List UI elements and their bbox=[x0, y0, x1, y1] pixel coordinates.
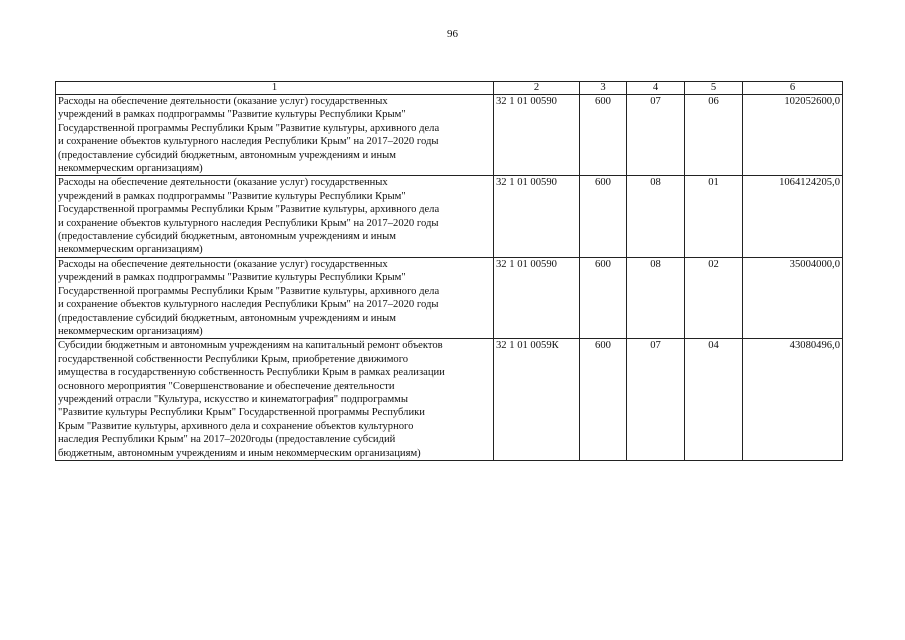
table-header-row bbox=[56, 82, 843, 95]
row-target-code: 32 1 01 00590 bbox=[494, 176, 580, 257]
row-amount: 102052600,0 bbox=[743, 95, 843, 176]
row-description: Расходы на обеспечение деятельности (оказание услуг) государственных учреждений в рамках подпрограммы "Развитие культуры Республики Крым" Государственной программы Республики Крым "Развитие культуры, архивного дела и сохранение объектов культурного наследия Республики Крым" на 2017–2020 годы (предоставление субсидий бюджетным, автономным учреждениям и иным некоммерческим организациям) bbox=[56, 95, 494, 176]
column-header-amount: 6 bbox=[743, 82, 843, 95]
column-header-section: 4 bbox=[627, 82, 685, 95]
row-target-code: 32 1 01 00590 bbox=[494, 95, 580, 176]
row-amount: 35004000,0 bbox=[743, 257, 843, 338]
row-section: 07 bbox=[627, 339, 685, 461]
row-subsection: 04 bbox=[685, 339, 743, 461]
row-description: Субсидии бюджетным и автономным учреждениям на капитальный ремонт объектов государственной собственности Республики Крым, приобретение движимого имущества в государственную собственность Республики Крым в рамках реализации основного мероприятия "Совершенствование и обеспечение деятельности учреждений отрасли "Культура, искусство и кинематография" подпрограммы "Развитие культуры Республики Крым" Государственной программы Республики Крым "Развитие культуры, архивного дела и сохранение объектов культурного наследия Республики Крым" на 2017–2020годы (предоставление субсидий бюджетным, автономным учреждениям и иным некоммерческим организациям) bbox=[56, 339, 494, 461]
column-header-subsection: 5 bbox=[685, 82, 743, 95]
column-header-type: 3 bbox=[580, 82, 627, 95]
budget-table bbox=[55, 81, 843, 461]
table-row bbox=[56, 95, 843, 176]
row-expense-type: 600 bbox=[580, 257, 627, 338]
row-section: 08 bbox=[627, 176, 685, 257]
row-subsection: 02 bbox=[685, 257, 743, 338]
row-expense-type: 600 bbox=[580, 176, 627, 257]
column-header-code: 2 bbox=[494, 82, 580, 95]
row-target-code: 32 1 01 0059К bbox=[494, 339, 580, 461]
row-section: 07 bbox=[627, 95, 685, 176]
column-header-description: 1 bbox=[56, 82, 494, 95]
row-amount: 43080496,0 bbox=[743, 339, 843, 461]
row-description: Расходы на обеспечение деятельности (оказание услуг) государственных учреждений в рамках подпрограммы "Развитие культуры Республики Крым" Государственной программы Республики Крым "Развитие культуры, архивного дела и сохранение объектов культурного наследия Республики Крым" на 2017–2020 годы (предоставление субсидий бюджетным, автономным учреждениям и иным некоммерческим организациям) bbox=[56, 257, 494, 338]
row-target-code: 32 1 01 00590 bbox=[494, 257, 580, 338]
page-number: 96 bbox=[447, 28, 458, 40]
row-amount: 1064124205,0 bbox=[743, 176, 843, 257]
row-subsection: 01 bbox=[685, 176, 743, 257]
row-expense-type: 600 bbox=[580, 339, 627, 461]
row-description: Расходы на обеспечение деятельности (оказание услуг) государственных учреждений в рамках подпрограммы "Развитие культуры Республики Крым" Государственной программы Республики Крым "Развитие культуры, архивного дела и сохранение объектов культурного наследия Республики Крым" на 2017–2020 годы (предоставление субсидий бюджетным, автономным учреждениям и иным некоммерческим организациям) bbox=[56, 176, 494, 257]
table-row bbox=[56, 339, 843, 461]
table-row bbox=[56, 257, 843, 338]
table-row bbox=[56, 176, 843, 257]
row-subsection: 06 bbox=[685, 95, 743, 176]
row-expense-type: 600 bbox=[580, 95, 627, 176]
row-section: 08 bbox=[627, 257, 685, 338]
